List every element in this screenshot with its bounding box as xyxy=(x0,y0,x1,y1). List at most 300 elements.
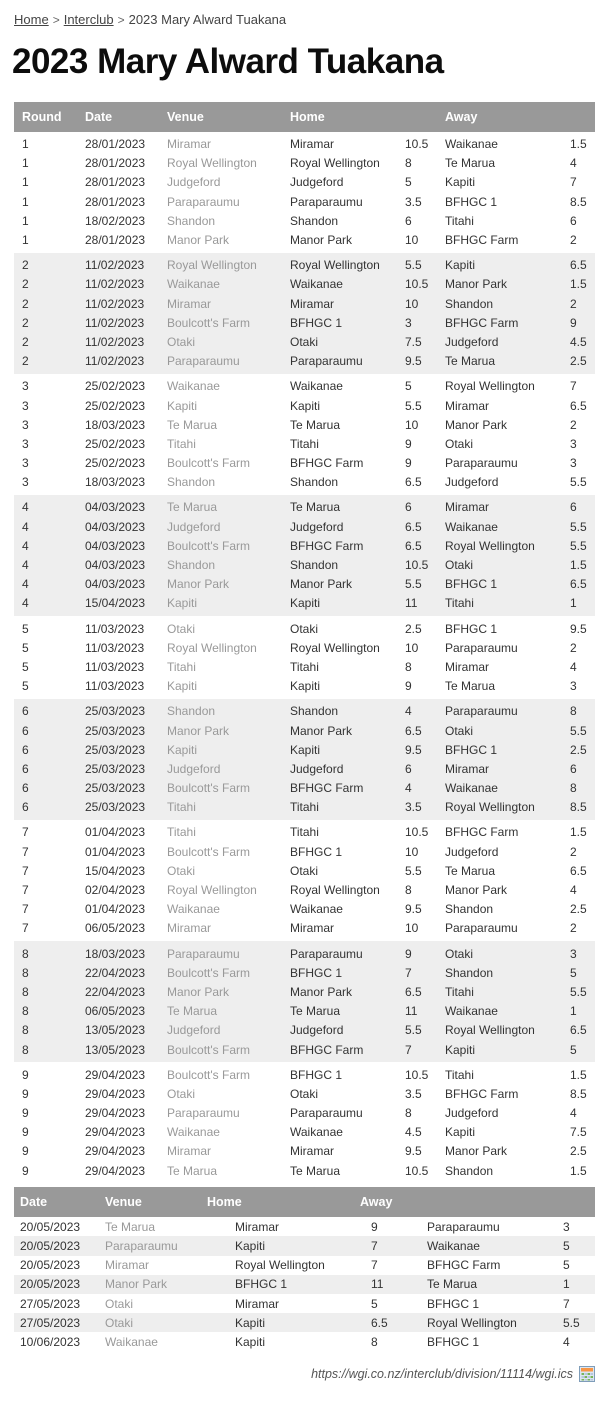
upcoming-row xyxy=(14,1332,595,1351)
home-score-cell: 9.5 xyxy=(405,1144,422,1159)
round-cell: 2 xyxy=(22,354,29,369)
away-team-cell: BFHGC 1 xyxy=(445,194,498,209)
result-row xyxy=(14,619,595,638)
away-score-cell: 1.5 xyxy=(570,825,587,840)
venue-cell: Manor Park xyxy=(167,577,230,592)
venue-cell: Miramar xyxy=(167,921,211,936)
home-team-cell: Otaki xyxy=(290,863,319,878)
header-home: Home xyxy=(207,1195,242,1210)
round-cell: 3 xyxy=(22,398,29,413)
away-team-cell: Kapiti xyxy=(445,1125,476,1140)
round-cell: 8 xyxy=(22,1004,29,1019)
result-row xyxy=(14,192,595,211)
home-team-cell: Shandon xyxy=(290,213,339,228)
home-score-cell: 8 xyxy=(405,1106,412,1121)
venue-cell: Waikanae xyxy=(167,379,220,394)
venue-cell: Titahi xyxy=(167,436,196,451)
date-cell: 28/01/2023 xyxy=(85,175,146,190)
away-team-cell: Paraparaumu xyxy=(445,921,518,936)
round-cell: 4 xyxy=(22,558,29,573)
home-team-cell: Titahi xyxy=(290,800,319,815)
round-4-group xyxy=(14,495,595,616)
home-score-cell: 11 xyxy=(405,1004,418,1019)
date-cell: 25/02/2023 xyxy=(85,436,146,451)
round-cell: 1 xyxy=(22,156,29,171)
venue-cell: Paraparaumu xyxy=(167,354,240,369)
venue-cell: Te Marua xyxy=(167,1163,218,1178)
away-team-cell: BFHGC 1 xyxy=(445,621,498,636)
result-row xyxy=(14,473,595,492)
round-cell: 5 xyxy=(22,659,29,674)
home-score-cell: 7 xyxy=(371,1258,378,1273)
away-score-cell: 7 xyxy=(570,379,577,394)
home-team-cell: Otaki xyxy=(290,334,319,349)
away-team-cell: Paraparaumu xyxy=(445,456,518,471)
venue-cell: Boulcott's Farm xyxy=(167,1067,250,1082)
home-score-cell: 8 xyxy=(371,1334,378,1349)
home-score-cell: 3.5 xyxy=(405,194,422,209)
home-team-cell: BFHGC 1 xyxy=(290,1067,343,1082)
round-7-group xyxy=(14,820,595,941)
round-cell: 2 xyxy=(22,334,29,349)
venue-cell: Boulcott's Farm xyxy=(167,456,250,471)
round-cell: 4 xyxy=(22,538,29,553)
result-row xyxy=(14,135,595,154)
home-score-cell: 6 xyxy=(405,213,412,228)
result-row xyxy=(14,434,595,453)
away-team-cell: Paraparaumu xyxy=(427,1219,500,1234)
result-row xyxy=(14,900,595,919)
round-8-group xyxy=(14,941,595,1062)
home-team-cell: Shandon xyxy=(290,704,339,719)
home-score-cell: 10 xyxy=(405,844,419,859)
away-team-cell: Te Marua xyxy=(427,1277,478,1292)
away-score-cell: 2 xyxy=(570,233,577,248)
away-team-cell: Judgeford xyxy=(445,1106,499,1121)
date-cell: 18/03/2023 xyxy=(85,475,146,490)
away-team-cell: Te Marua xyxy=(445,863,496,878)
home-score-cell: 10 xyxy=(405,921,419,936)
result-row xyxy=(14,740,595,759)
round-cell: 6 xyxy=(22,742,29,757)
result-row xyxy=(14,1021,595,1040)
home-team-cell: Titahi xyxy=(290,825,319,840)
away-score-cell: 5 xyxy=(563,1258,570,1273)
venue-cell: Boulcott's Farm xyxy=(167,965,250,980)
away-score-cell: 1.5 xyxy=(570,277,587,292)
home-score-cell: 6 xyxy=(405,500,412,515)
result-row xyxy=(14,963,595,982)
venue-cell: Judgeford xyxy=(167,1023,221,1038)
home-team-cell: Miramar xyxy=(290,1144,334,1159)
away-team-cell: BFHGC Farm xyxy=(445,233,519,248)
home-team-cell: Kapiti xyxy=(235,1239,266,1254)
away-team-cell: Miramar xyxy=(445,500,489,515)
home-score-cell: 6.5 xyxy=(405,519,422,534)
away-team-cell: Titahi xyxy=(445,213,474,228)
result-row xyxy=(14,230,595,249)
home-team-cell: Kapiti xyxy=(290,596,321,611)
away-team-cell: Manor Park xyxy=(445,883,508,898)
away-team-cell: Shandon xyxy=(445,296,494,311)
breadcrumb-separator: > xyxy=(52,13,60,27)
result-row xyxy=(14,313,595,332)
away-score-cell: 3 xyxy=(570,436,577,451)
away-team-cell: Paraparaumu xyxy=(445,704,518,719)
date-cell: 15/04/2023 xyxy=(85,863,146,878)
away-score-cell: 9.5 xyxy=(570,621,587,636)
date-cell: 15/04/2023 xyxy=(85,596,146,611)
venue-cell: Otaki xyxy=(105,1315,134,1330)
home-score-cell: 5.5 xyxy=(405,863,422,878)
upcoming-table-header xyxy=(14,1187,595,1217)
breadcrumb-current: 2023 Mary Alward Tuakana xyxy=(128,12,287,27)
away-score-cell: 4 xyxy=(570,659,577,674)
home-score-cell: 9 xyxy=(405,456,412,471)
home-team-cell: Judgeford xyxy=(290,761,344,776)
date-cell: 25/03/2023 xyxy=(85,781,146,796)
header-date: Date xyxy=(85,109,113,124)
away-score-cell: 5.5 xyxy=(570,538,587,553)
venue-cell: Miramar xyxy=(105,1258,149,1273)
home-team-cell: Miramar xyxy=(290,296,334,311)
away-team-cell: Waikanae xyxy=(445,519,498,534)
round-cell: 2 xyxy=(22,277,29,292)
result-row xyxy=(14,1142,595,1161)
result-row xyxy=(14,575,595,594)
date-cell: 04/03/2023 xyxy=(85,519,146,534)
away-score-cell: 7 xyxy=(563,1296,570,1311)
result-row xyxy=(14,982,595,1001)
date-cell: 22/04/2023 xyxy=(85,984,146,999)
footer xyxy=(14,1365,595,1383)
result-row xyxy=(14,861,595,880)
home-team-cell: BFHGC Farm xyxy=(290,1042,364,1057)
away-score-cell: 8.5 xyxy=(570,800,587,815)
away-score-cell: 8 xyxy=(570,704,577,719)
date-cell: 11/03/2023 xyxy=(85,640,145,655)
round-cell: 1 xyxy=(22,213,29,228)
away-team-cell: Miramar xyxy=(445,761,489,776)
home-team-cell: Manor Park xyxy=(290,723,353,738)
result-row xyxy=(14,173,595,192)
home-score-cell: 4.5 xyxy=(405,1125,422,1140)
away-team-cell: Te Marua xyxy=(445,679,496,694)
home-score-cell: 7 xyxy=(371,1239,378,1254)
home-team-cell: Otaki xyxy=(290,1086,319,1101)
away-team-cell: Titahi xyxy=(445,984,474,999)
home-team-cell: BFHGC Farm xyxy=(290,781,364,796)
home-score-cell: 9.5 xyxy=(405,902,422,917)
result-row xyxy=(14,638,595,657)
home-team-cell: Kapiti xyxy=(290,742,321,757)
away-score-cell: 9 xyxy=(570,315,577,330)
date-cell: 13/05/2023 xyxy=(85,1023,146,1038)
round-cell: 4 xyxy=(22,577,29,592)
away-score-cell: 3 xyxy=(570,456,577,471)
date-cell: 29/04/2023 xyxy=(85,1163,146,1178)
away-score-cell: 2 xyxy=(570,844,577,859)
home-score-cell: 2.5 xyxy=(405,621,422,636)
venue-cell: Royal Wellington xyxy=(167,156,257,171)
away-team-cell: Otaki xyxy=(445,723,474,738)
round-cell: 6 xyxy=(22,781,29,796)
round-cell: 6 xyxy=(22,723,29,738)
home-score-cell: 11 xyxy=(405,596,418,611)
venue-cell: Waikanae xyxy=(167,277,220,292)
home-score-cell: 5 xyxy=(405,175,412,190)
away-team-cell: Paraparaumu xyxy=(445,640,518,655)
round-cell: 4 xyxy=(22,500,29,515)
away-team-cell: Te Marua xyxy=(445,156,496,171)
away-score-cell: 2 xyxy=(570,296,577,311)
result-row xyxy=(14,154,595,173)
home-team-cell: BFHGC 1 xyxy=(290,844,343,859)
home-score-cell: 4 xyxy=(405,781,412,796)
round-6-group xyxy=(14,699,595,820)
venue-cell: Otaki xyxy=(167,1086,196,1101)
result-row xyxy=(14,1002,595,1021)
home-score-cell: 10.5 xyxy=(405,1163,429,1178)
home-team-cell: Waikanae xyxy=(290,277,343,292)
round-cell: 9 xyxy=(22,1086,29,1101)
venue-cell: Te Marua xyxy=(167,417,218,432)
away-team-cell: Waikanae xyxy=(445,137,498,152)
away-team-cell: Royal Wellington xyxy=(445,538,535,553)
venue-cell: Kapiti xyxy=(167,679,198,694)
away-score-cell: 6.5 xyxy=(570,1023,587,1038)
venue-cell: Waikanae xyxy=(167,1125,220,1140)
round-cell: 2 xyxy=(22,296,29,311)
date-cell: 29/04/2023 xyxy=(85,1125,146,1140)
header-venue: Venue xyxy=(167,109,204,124)
venue-cell: Paraparaumu xyxy=(167,194,240,209)
home-score-cell: 10 xyxy=(405,417,419,432)
result-row xyxy=(14,454,595,473)
round-cell: 9 xyxy=(22,1067,29,1082)
date-cell: 18/03/2023 xyxy=(85,946,146,961)
venue-cell: Otaki xyxy=(105,1296,134,1311)
home-score-cell: 7 xyxy=(405,965,412,980)
date-cell: 25/03/2023 xyxy=(85,723,146,738)
upcoming-row xyxy=(14,1256,595,1275)
away-score-cell: 1.5 xyxy=(570,558,587,573)
away-score-cell: 4 xyxy=(570,1106,577,1121)
header-venue: Venue xyxy=(105,1195,142,1210)
header-round: Round xyxy=(22,109,62,124)
away-team-cell: Kapiti xyxy=(445,175,476,190)
date-cell: 29/04/2023 xyxy=(85,1086,146,1101)
result-row xyxy=(14,759,595,778)
date-cell: 27/05/2023 xyxy=(20,1315,81,1330)
upcoming-table xyxy=(14,1187,595,1351)
venue-cell: Royal Wellington xyxy=(167,258,257,273)
breadcrumb-link-interclub[interactable]: Interclub xyxy=(63,12,114,27)
date-cell: 11/02/2023 xyxy=(85,334,145,349)
upcoming-row xyxy=(14,1275,595,1294)
date-cell: 04/03/2023 xyxy=(85,500,146,515)
home-score-cell: 10.5 xyxy=(405,1067,429,1082)
away-team-cell: Royal Wellington xyxy=(445,800,535,815)
round-cell: 9 xyxy=(22,1125,29,1140)
result-row xyxy=(14,352,595,371)
results-table-body xyxy=(14,132,595,1184)
result-row xyxy=(14,294,595,313)
venue-cell: Boulcott's Farm xyxy=(167,844,250,859)
home-score-cell: 9 xyxy=(405,436,412,451)
away-team-cell: Royal Wellington xyxy=(445,379,535,394)
away-score-cell: 5.5 xyxy=(570,519,587,534)
home-team-cell: Te Marua xyxy=(290,500,341,515)
away-score-cell: 5 xyxy=(563,1239,570,1254)
result-row xyxy=(14,211,595,230)
home-team-cell: BFHGC Farm xyxy=(290,538,364,553)
home-score-cell: 3 xyxy=(405,315,412,330)
away-score-cell: 2 xyxy=(570,640,577,655)
home-team-cell: Te Marua xyxy=(290,1163,341,1178)
result-row xyxy=(14,1123,595,1142)
home-score-cell: 7 xyxy=(405,1042,412,1057)
round-cell: 5 xyxy=(22,679,29,694)
upcoming-row xyxy=(14,1313,595,1332)
venue-cell: Titahi xyxy=(167,825,196,840)
away-score-cell: 5.5 xyxy=(563,1315,580,1330)
home-team-cell: Royal Wellington xyxy=(235,1258,325,1273)
home-team-cell: Waikanae xyxy=(290,379,343,394)
breadcrumb-separator: > xyxy=(117,13,125,27)
away-score-cell: 6.5 xyxy=(570,398,587,413)
result-row xyxy=(14,396,595,415)
away-score-cell: 8 xyxy=(570,781,577,796)
result-row xyxy=(14,536,595,555)
upcoming-row xyxy=(14,1236,595,1255)
away-team-cell: BFHGC Farm xyxy=(445,315,519,330)
round-cell: 1 xyxy=(22,175,29,190)
header-away: Away xyxy=(445,109,478,124)
home-team-cell: Royal Wellington xyxy=(290,156,380,171)
result-row xyxy=(14,498,595,517)
away-team-cell: BFHGC 1 xyxy=(427,1296,480,1311)
home-team-cell: Paraparaumu xyxy=(290,194,363,209)
result-row xyxy=(14,415,595,434)
round-cell: 3 xyxy=(22,436,29,451)
away-team-cell: Shandon xyxy=(445,965,494,980)
away-team-cell: BFHGC Farm xyxy=(445,1086,519,1101)
home-team-cell: Miramar xyxy=(290,921,334,936)
upcoming-table-body xyxy=(14,1217,595,1351)
home-team-cell: BFHGC 1 xyxy=(290,315,343,330)
home-team-cell: Manor Park xyxy=(290,233,353,248)
result-row xyxy=(14,1104,595,1123)
calendar-icon[interactable] xyxy=(579,1366,595,1382)
away-team-cell: Otaki xyxy=(445,946,474,961)
home-score-cell: 6.5 xyxy=(405,723,422,738)
home-team-cell: Kapiti xyxy=(235,1334,266,1349)
date-cell: 25/03/2023 xyxy=(85,742,146,757)
venue-cell: Paraparaumu xyxy=(167,1106,240,1121)
away-score-cell: 1.5 xyxy=(570,137,587,152)
round-cell: 8 xyxy=(22,1023,29,1038)
upcoming-row xyxy=(14,1294,595,1313)
home-team-cell: BFHGC 1 xyxy=(290,965,343,980)
away-score-cell: 6 xyxy=(570,213,577,228)
round-cell: 7 xyxy=(22,902,29,917)
away-score-cell: 3 xyxy=(570,679,577,694)
home-team-cell: Miramar xyxy=(290,137,334,152)
date-cell: 29/04/2023 xyxy=(85,1106,146,1121)
date-cell: 20/05/2023 xyxy=(20,1239,81,1254)
results-table xyxy=(14,102,595,1184)
home-team-cell: Miramar xyxy=(235,1296,279,1311)
home-score-cell: 6.5 xyxy=(405,984,422,999)
date-cell: 22/04/2023 xyxy=(85,965,146,980)
date-cell: 29/04/2023 xyxy=(85,1067,146,1082)
result-row xyxy=(14,1065,595,1084)
result-row xyxy=(14,377,595,396)
round-cell: 3 xyxy=(22,379,29,394)
home-score-cell: 9.5 xyxy=(405,742,422,757)
away-team-cell: Te Marua xyxy=(445,354,496,369)
round-cell: 8 xyxy=(22,965,29,980)
date-cell: 11/02/2023 xyxy=(85,354,145,369)
home-score-cell: 6.5 xyxy=(405,475,422,490)
venue-cell: Manor Park xyxy=(105,1277,168,1292)
breadcrumb xyxy=(0,0,609,27)
round-5-group xyxy=(14,616,595,699)
round-cell: 8 xyxy=(22,1042,29,1057)
home-score-cell: 6 xyxy=(405,761,412,776)
home-score-cell: 10 xyxy=(405,296,419,311)
home-score-cell: 11 xyxy=(371,1277,384,1292)
date-cell: 04/03/2023 xyxy=(85,558,146,573)
away-score-cell: 1 xyxy=(570,1004,577,1019)
date-cell: 11/03/2023 xyxy=(85,659,145,674)
round-cell: 7 xyxy=(22,883,29,898)
breadcrumb-link-home[interactable]: Home xyxy=(14,12,49,27)
home-team-cell: Judgeford xyxy=(290,175,344,190)
away-score-cell: 3 xyxy=(570,946,577,961)
round-cell: 3 xyxy=(22,417,29,432)
home-score-cell: 4 xyxy=(405,704,412,719)
round-cell: 7 xyxy=(22,825,29,840)
venue-cell: Manor Park xyxy=(167,984,230,999)
round-cell: 9 xyxy=(22,1163,29,1178)
result-row xyxy=(14,798,595,817)
home-team-cell: Royal Wellington xyxy=(290,258,380,273)
venue-cell: Miramar xyxy=(167,137,211,152)
away-score-cell: 6.5 xyxy=(570,863,587,878)
home-team-cell: Royal Wellington xyxy=(290,640,380,655)
home-team-cell: Shandon xyxy=(290,475,339,490)
date-cell: 04/03/2023 xyxy=(85,577,146,592)
date-cell: 11/02/2023 xyxy=(85,315,145,330)
date-cell: 11/03/2023 xyxy=(85,679,145,694)
date-cell: 28/01/2023 xyxy=(85,233,146,248)
away-team-cell: Judgeford xyxy=(445,844,499,859)
date-cell: 18/03/2023 xyxy=(85,417,146,432)
home-score-cell: 7.5 xyxy=(405,334,422,349)
date-cell: 01/04/2023 xyxy=(85,844,146,859)
home-score-cell: 6.5 xyxy=(405,538,422,553)
away-score-cell: 6.5 xyxy=(570,258,587,273)
round-cell: 9 xyxy=(22,1144,29,1159)
away-score-cell: 2.5 xyxy=(570,354,587,369)
venue-cell: Royal Wellington xyxy=(167,883,257,898)
ics-url-link[interactable]: https://wgi.co.nz/interclub/division/11114/wgi.ics xyxy=(311,1366,573,1381)
round-cell: 6 xyxy=(22,800,29,815)
round-cell: 6 xyxy=(22,761,29,776)
away-score-cell: 8.5 xyxy=(570,1086,587,1101)
